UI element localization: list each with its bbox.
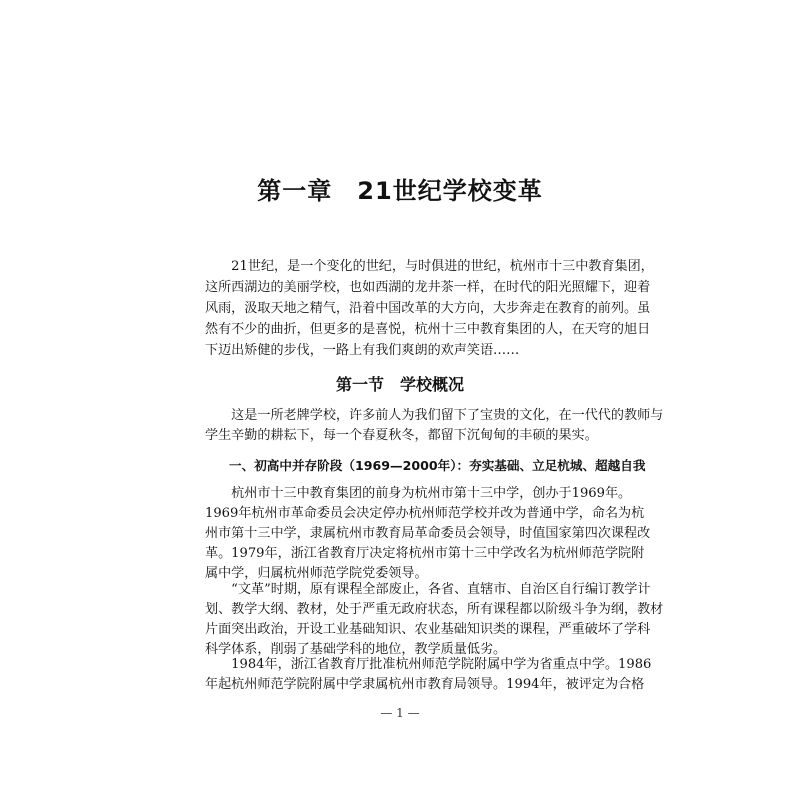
- section-title: 第一节 学校概况: [335, 375, 464, 394]
- paragraph-line: 科学体系，削弱了基础学科的地位，教学质量低劣。: [205, 642, 507, 657]
- page-number: — 1 —: [380, 706, 420, 720]
- section-intro-line: 学生辛勤的耕耘下，每一个春夏秋冬，都留下沉甸甸的丰硕的果实。: [205, 428, 598, 443]
- paragraph-line: 片面突出政治，开设工业基础知识、农业基础知识类的课程，严重破坏了学科: [205, 622, 651, 637]
- paragraph-line: 州市第十三中学，隶属杭州市教育局革命委员会领导，时值国家第四次课程改: [205, 526, 651, 541]
- paragraph-line: 1984年，浙江省教育厅批准杭州师范学院附属中学为省重点中学。1986: [205, 657, 652, 672]
- history-paragraph-2: [205, 580, 664, 660]
- history-paragraph-3: [205, 655, 652, 695]
- chapter-title: 第一章 21世纪学校变革: [257, 177, 543, 205]
- paragraph-line: 革。1979年，浙江省教育厅决定将杭州市第十三中学改名为杭州师范学院附: [205, 546, 645, 561]
- section-intro-line: 这是一所老牌学校，许多前人为我们留下了宝贵的文化，在一代代的教师与: [205, 408, 664, 423]
- intro-line: 21世纪，是一个变化的世纪，与时俱进的世纪，杭州市十三中教育集团，: [205, 259, 654, 274]
- intro-paragraph: [205, 256, 654, 361]
- paragraph-line: 属中学，归属杭州师范学院党委领导。: [205, 566, 428, 581]
- paragraph-line: “文革”时期，原有课程全部废止，各省、直辖市、自治区自行编订教学计: [205, 582, 651, 597]
- paragraph-line: 杭州市十三中教育集团的前身为杭州市第十三中学，创办于1969年。: [205, 486, 632, 501]
- subsection-heading: 一、初高中并存阶段（1969—2000年）：夯实基础、立足杭城、超越自我: [229, 458, 646, 473]
- section-intro-paragraph: [205, 406, 664, 446]
- intro-line: 这所西湖边的美丽学校，也如西湖的龙井茶一样，在时代的阳光照耀下，迎着: [205, 280, 651, 295]
- history-paragraph-1: [205, 484, 651, 584]
- paragraph-line: 划、教学大纲、教材，处于严重无政府状态，所有课程都以阶级斗争为纲，教材: [205, 602, 664, 617]
- paragraph-line: 1969年杭州市革命委员会决定停办杭州师范学校并改为普通中学，命名为杭: [205, 506, 645, 521]
- paragraph-line: 年起杭州师范学院附属中学隶属杭州市教育局领导。1994年，被评定为合格: [205, 677, 645, 692]
- intro-line: 然有不少的曲折，但更多的是喜悦，杭州十三中教育集团的人，在天穹的旭日: [205, 322, 651, 337]
- intro-line: 下迈出矫健的步伐，一路上有我们爽朗的欢声笑语……: [205, 343, 520, 358]
- intro-line: 风雨，汲取天地之精气，沿着中国改革的大方向，大步奔走在教育的前列。虽: [205, 301, 651, 316]
